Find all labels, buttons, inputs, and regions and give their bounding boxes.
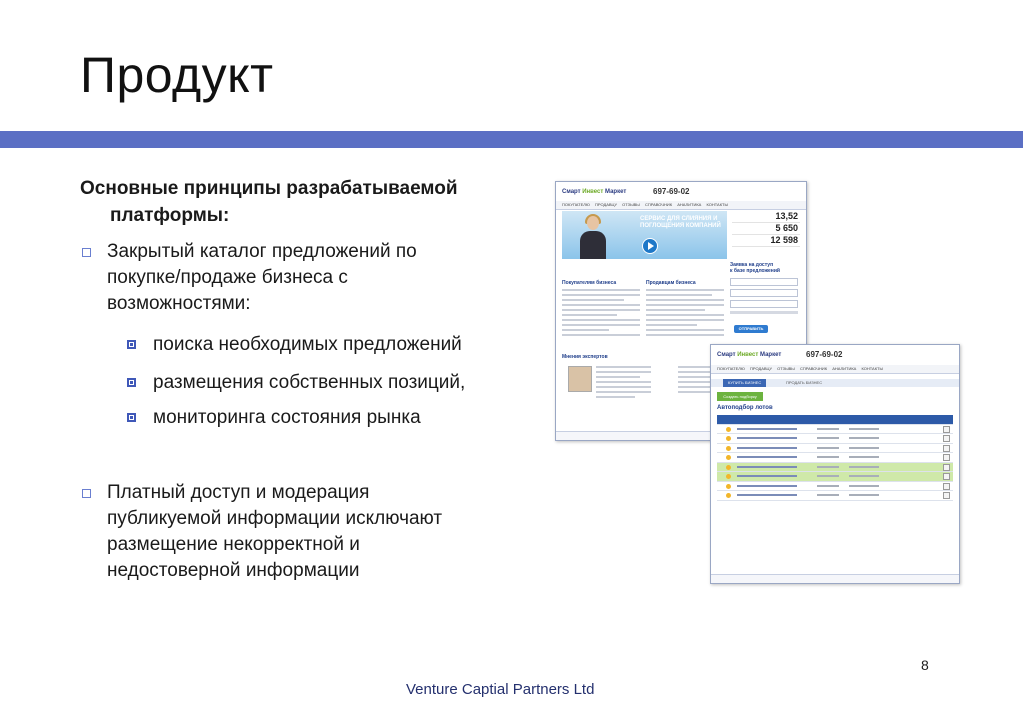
bullet-line: недостоверной информации bbox=[107, 560, 360, 581]
stat-row: 13,52 bbox=[732, 211, 800, 223]
bullet-line: публикуемой информации исключают bbox=[107, 508, 443, 529]
principles-heading bbox=[80, 175, 510, 229]
presenter-image bbox=[578, 214, 608, 259]
tab-buy-business: КУПИТЬ БИЗНЕС bbox=[723, 379, 766, 387]
table-row bbox=[717, 434, 953, 444]
sellers-column-title: Продавцам бизнеса bbox=[646, 280, 696, 286]
auto-selection-title: Автоподбор лотов bbox=[717, 405, 773, 411]
stats-panel bbox=[732, 211, 800, 247]
expert-avatar bbox=[568, 366, 592, 392]
bullet-line: возможностями: bbox=[107, 293, 251, 314]
bullet-line: Закрытый каталог предложений по bbox=[107, 241, 417, 262]
hero-text: СЕРВИС ДЛЯ СЛИЯНИЯ И ПОГЛОЩЕНИЯ КОМПАНИЙ bbox=[640, 216, 721, 229]
create-selection-button: Создать подборку bbox=[717, 392, 763, 401]
bullet-closed-catalog bbox=[80, 239, 520, 317]
table-row bbox=[717, 463, 953, 473]
table-row bbox=[717, 472, 953, 482]
hollow-square-bullet-icon bbox=[82, 248, 91, 257]
request-form-title: Заявка на доступ к базе предложений bbox=[730, 262, 780, 274]
expert-text-lines bbox=[596, 366, 651, 401]
sub-bullet-text: размещения собственных позиций, bbox=[153, 372, 466, 393]
play-icon bbox=[642, 238, 658, 254]
site-phone: 697-69-02 bbox=[806, 350, 843, 359]
page-number: 8 bbox=[921, 657, 929, 673]
table-row bbox=[717, 453, 953, 463]
sub-bullet-text: мониторинга состояния рынка bbox=[153, 407, 421, 428]
sub-bullet-placement bbox=[127, 370, 465, 396]
square-bullet-icon bbox=[127, 378, 136, 387]
table-row bbox=[717, 444, 953, 454]
heading-line-1: Основные принципы разрабатываемой bbox=[80, 178, 458, 199]
site-footer bbox=[711, 574, 959, 583]
catalog-page-screenshot bbox=[710, 344, 960, 584]
table-header bbox=[717, 415, 953, 425]
tab-sell-business: ПРОДАТЬ БИЗНЕС bbox=[786, 380, 823, 385]
buyers-text-lines bbox=[562, 289, 640, 339]
square-bullet-icon bbox=[127, 413, 136, 422]
table-row bbox=[717, 482, 953, 492]
bullet-line: размещение некорректной и bbox=[107, 534, 360, 555]
heading-line-2: платформы: bbox=[110, 205, 230, 226]
site-phone: 697-69-02 bbox=[653, 187, 690, 196]
footer-company: Venture Captial Partners Ltd bbox=[406, 681, 595, 698]
lots-table bbox=[717, 415, 953, 501]
bullet-paid-access bbox=[80, 480, 520, 584]
experts-title: Мнения экспертов bbox=[562, 354, 608, 360]
site-nav: ПОКУПАТЕЛЮ ПРОДАВЦУ ОТЗЫВЫ СПРАВОЧНИК АНАЛИТИКА КОНТАКТЫ bbox=[556, 201, 806, 210]
stat-row: 12 598 bbox=[732, 235, 800, 247]
stat-row: 5 650 bbox=[732, 223, 800, 235]
send-button: ОТПРАВИТЬ bbox=[734, 325, 768, 333]
sellers-text-lines bbox=[646, 289, 724, 339]
accent-band bbox=[0, 131, 1023, 148]
request-form bbox=[730, 278, 798, 317]
table-row bbox=[717, 425, 953, 435]
bullet-line: покупке/продаже бизнеса с bbox=[107, 267, 348, 288]
table-row bbox=[717, 491, 953, 501]
sub-bullet-monitoring bbox=[127, 405, 421, 431]
slide-title: Продукт bbox=[80, 47, 274, 103]
site-nav: ПОКУПАТЕЛЮ ПРОДАВЦУ ОТЗЫВЫ СПРАВОЧНИК АНАЛИТИКА КОНТАКТЫ bbox=[711, 365, 959, 374]
hero-banner bbox=[562, 211, 727, 259]
sub-bullet-search bbox=[127, 332, 462, 358]
site-logo: Смарт Инвест Маркет bbox=[562, 189, 627, 195]
square-bullet-icon bbox=[127, 340, 136, 349]
hollow-square-bullet-icon bbox=[82, 489, 91, 498]
sub-bullet-text: поиска необходимых предложений bbox=[153, 334, 462, 355]
buyers-column-title: Покупателям бизнеса bbox=[562, 280, 617, 286]
site-logo: Смарт Инвест Маркет bbox=[717, 352, 782, 358]
bullet-line: Платный доступ и модерация bbox=[107, 482, 370, 503]
